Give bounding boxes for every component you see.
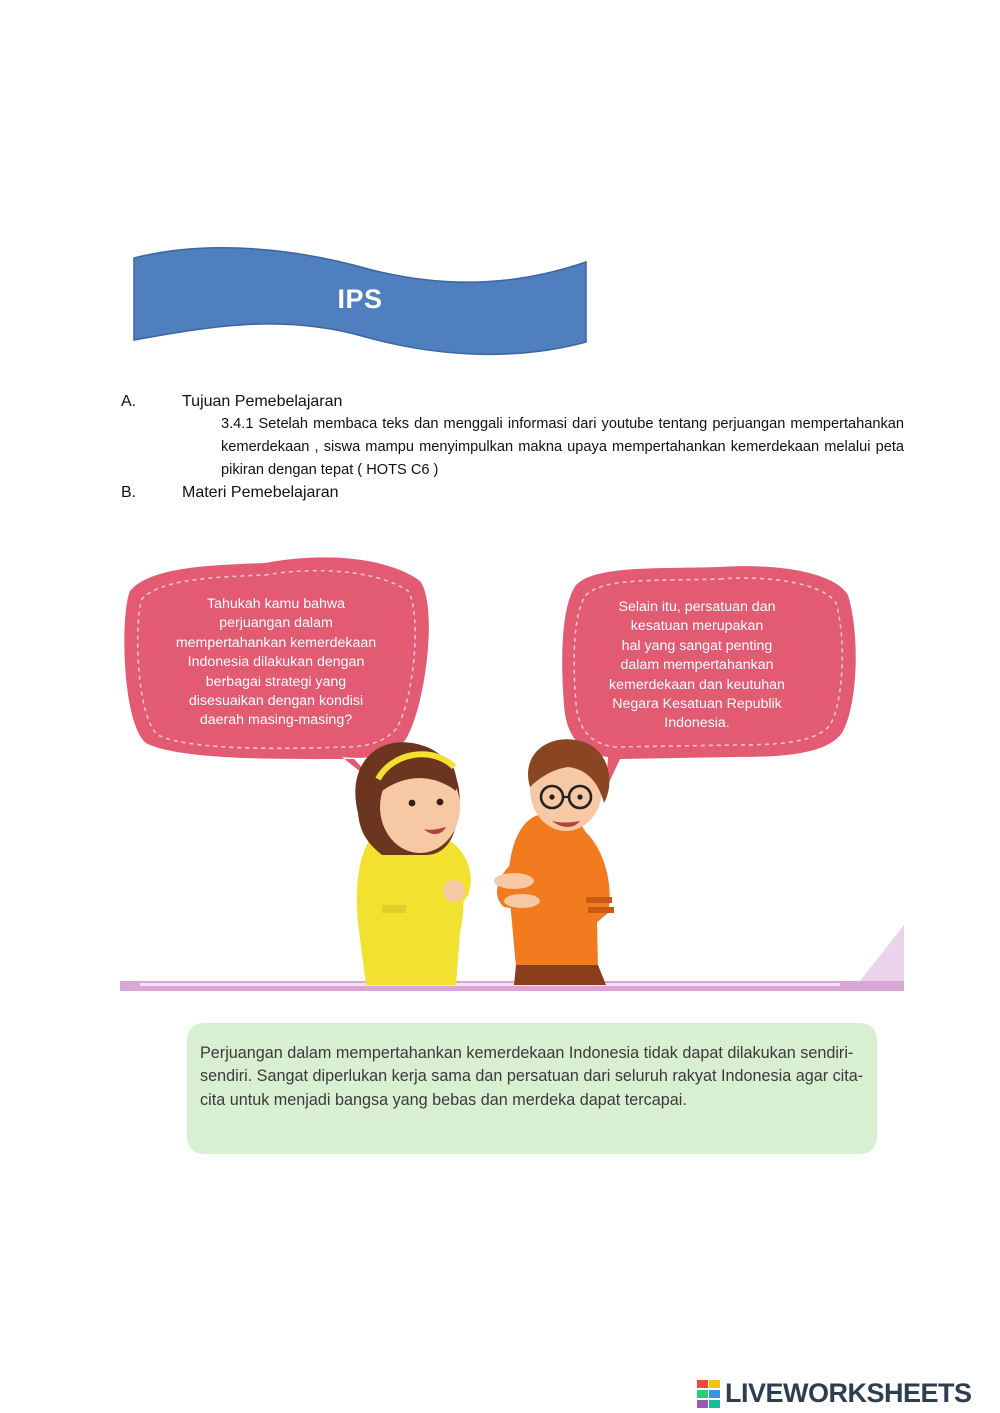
section-b-title: Materi Pemebelajaran (182, 484, 339, 501)
liveworksheets-logo-icon (697, 1380, 721, 1408)
section-b-marker: B. (121, 484, 137, 501)
info-box-text: Perjuangan dalam mempertahankan kemerdekaan Indonesia tidak dapat dilakukan sendiri-sendiri. Sangat diperlukan kerja sama dan persatuan dari seluruh rakyat Indonesia agar cita-cita untuk menjadi bangsa yang bebas dan merdeka dapat tercapai. (200, 1044, 864, 1109)
liveworksheets-logo (697, 1378, 997, 1410)
section-a-marker: A. (121, 393, 137, 410)
bubble-left-text: Tahukah kamu bahwa perjuangan dalam mempertahankan kemerdekaan Indonesia dilakukan dengan berbagai strategi yang disesuaikan dengan kondisi daerah masing-masing? (175, 596, 377, 729)
ips-title: IPS (337, 284, 383, 314)
section-a-title: Tujuan Pemebelajaran (182, 393, 343, 410)
bubble-right-text: Selain itu, persatuan dan kesatuan merupakan hal yang sangat penting dalam mempertahankan kemerdekaan dan keutuhan Negara Kesatuan Republik Indonesia. (609, 599, 785, 732)
boy-character (494, 739, 614, 985)
learning-goal-text: 3.4.1 Setelah membaca teks dan menggali informasi dari youtube tentang perjuangan mempertahankan kemerdekaan , siswa mampu menyimpulkan makna upaya mempertahankan kemerdekaan melalui peta pikiran dengan tepat ( HOTS C6 ) (221, 416, 904, 478)
liveworksheets-logo-text: LIVEWORKSHEETS (725, 1378, 972, 1408)
girl-character (355, 742, 471, 985)
